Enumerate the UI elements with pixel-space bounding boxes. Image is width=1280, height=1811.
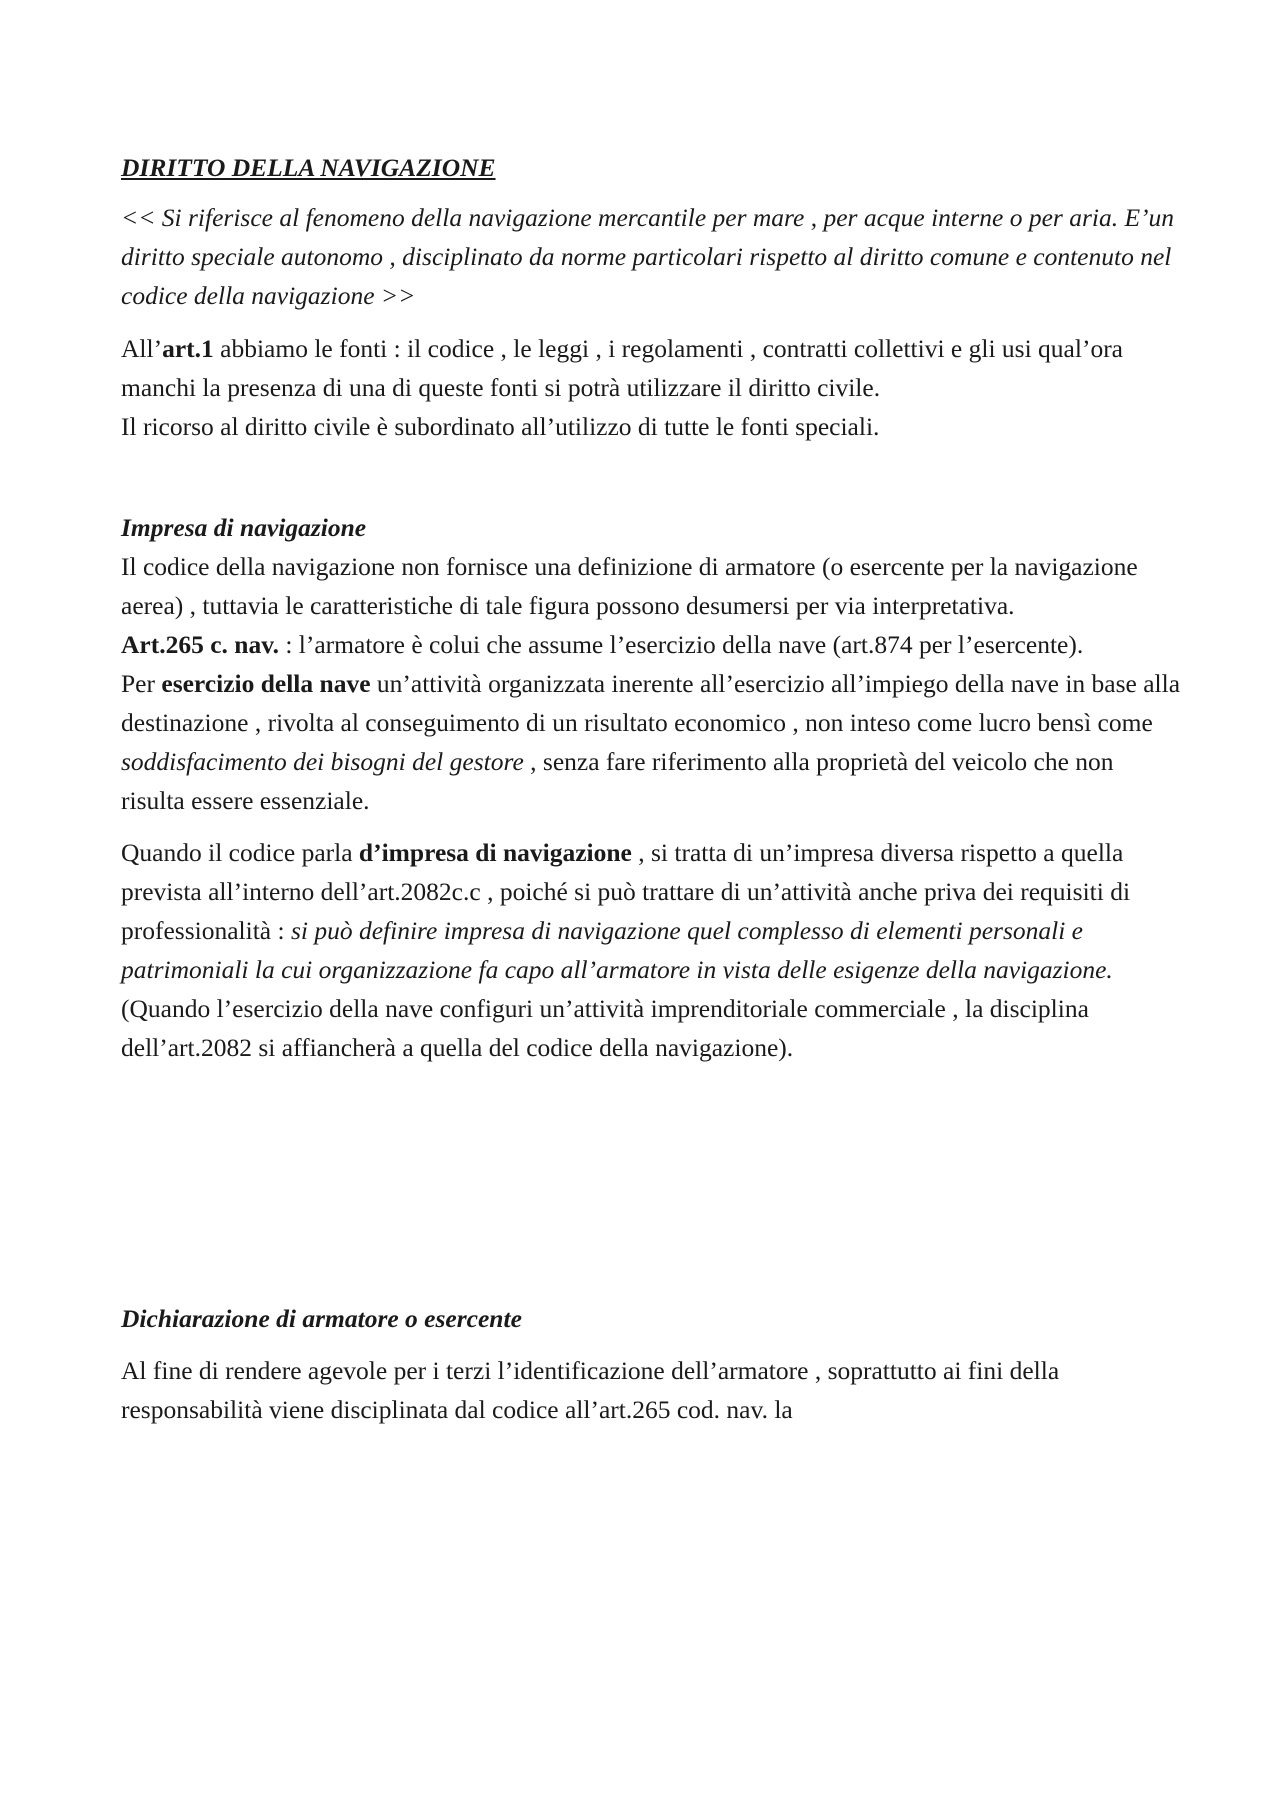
esercizio-paragraph — [121, 664, 1181, 820]
impresa-def-prefix: Quando il codice parla — [121, 838, 359, 867]
ricorso-paragraph: Il ricorso al diritto civile è subordinato all’utilizzo di tutte le fonti speciali. — [121, 412, 880, 441]
fonti-prefix: All’ — [121, 334, 163, 363]
fonti-article: art.1 — [162, 334, 214, 363]
fonti-text: abbiamo le fonti : il codice , le leggi , i regolamenti , contratti collettivi e gli usi qual’ora manchi la presenza di una di queste fonti si potrà utilizzare il diritto civile. — [121, 334, 1123, 402]
esercizio-text: un’attività organizzata inerente all’esercizio all’impiego della nave in base alla destinazione , rivolta al conseguimento di un risultato economico , non inteso come lucro bensì come — [121, 669, 1181, 737]
fonti-paragraph — [121, 329, 1181, 407]
esercizio-italic: soddisfacimento dei bisogni del gestore — [121, 747, 524, 776]
esercizio-end: , senza fare riferimento alla proprietà del veicolo che non risulta essere essenziale. — [121, 747, 1114, 815]
art265-text: : l’armatore è colui che assume l’esercizio della nave (art.874 per l’esercente). — [278, 630, 1084, 659]
document-title: DIRITTO DELLA NAVIGAZIONE — [121, 153, 496, 182]
definition-quote: << Si riferisce al fenomeno della navigazione mercantile per mare , per acque interne o per aria. E’un diritto speciale autonomo , disciplinato da norme particolari rispetto al diritto comune e contenuto nel codice della navigazione >> — [121, 203, 1175, 310]
art265-label: Art.265 c. nav. — [121, 630, 279, 659]
esercizio-term: esercizio della nave — [161, 669, 371, 698]
dichiarazione-heading: Dichiarazione di armatore o esercente — [121, 1304, 522, 1333]
esercizio-prefix: Per — [121, 669, 162, 698]
document-page — [121, 148, 1181, 1429]
impresa-def-text: , si tratta di un’impresa diversa rispetto a quella prevista all’interno dell’art.2082c.c , poiché si può trattare di un’attività anche priva dei requisiti di professionalità : — [121, 838, 1131, 945]
impresa-def-term: d’impresa di navigazione — [358, 838, 632, 867]
art265-paragraph — [121, 625, 1181, 664]
dichiarazione-paragraph: Al fine di rendere agevole per i terzi l’identificazione dell’armatore , soprattutto ai fini della responsabilità viene disciplinata dal codice all’art.265 cod. nav. la — [121, 1356, 1060, 1424]
impresa-def-italic: si può definire impresa di navigazione quel complesso di elementi personali e patrimoniali la cui organizzazione fa capo all’armatore in vista delle esigenze della navigazione. — [121, 916, 1113, 984]
impresa-definition-paragraph — [121, 833, 1181, 989]
impresa-heading: Impresa di navigazione — [121, 513, 367, 542]
impresa-paragraph-1: Il codice della navigazione non fornisce una definizione di armatore (o esercente per la navigazione aerea) , tuttavia le caratteristiche di tale figura possono desumersi per via interpretativa. — [121, 552, 1138, 620]
art2082-paragraph: (Quando l’esercizio della nave configuri un’attività imprenditoriale commerciale , la disciplina dell’art.2082 si affiancherà a quella del codice della navigazione). — [121, 994, 1089, 1062]
